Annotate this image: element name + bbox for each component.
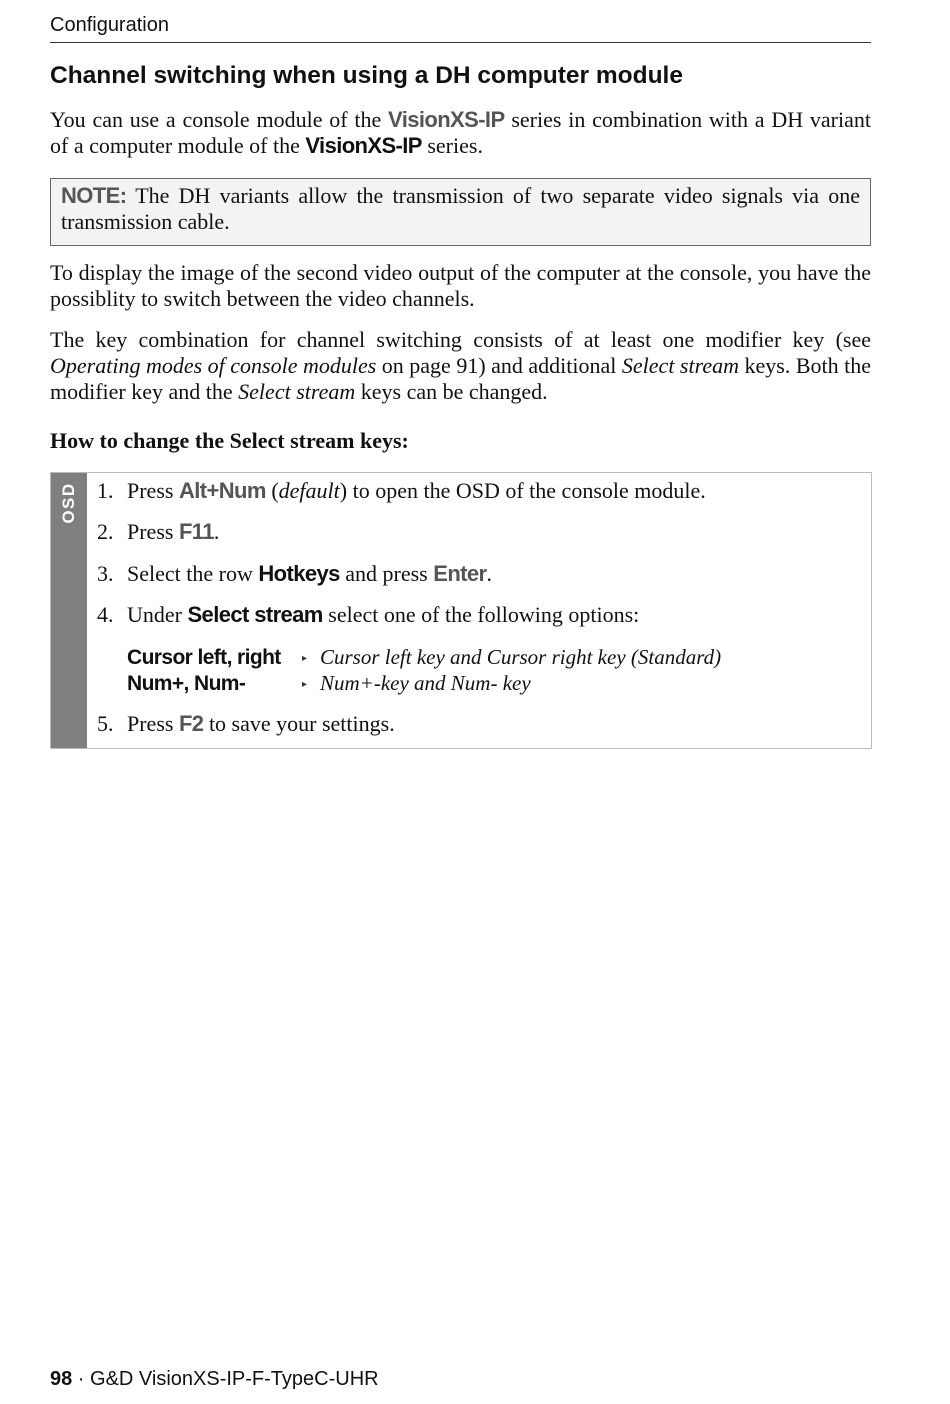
step-text: ( xyxy=(265,478,279,503)
triangle-bullet-icon: ▸ xyxy=(302,679,308,690)
product-name: VisionXS-IP xyxy=(305,133,422,158)
step-text: Press xyxy=(127,711,179,736)
intro-paragraph xyxy=(50,107,871,159)
key-name: Enter xyxy=(433,561,487,586)
option-description: Num+-key and Num- key xyxy=(320,671,531,695)
step-2 xyxy=(97,519,219,545)
product-name: VisionXS-IP xyxy=(388,107,505,132)
intro-text-3: series. xyxy=(421,133,483,158)
step-4 xyxy=(97,602,639,628)
display-paragraph: To display the image of the second video output of the computer at the console, you have the possiblity to switch between the video channels. xyxy=(50,260,871,311)
select-stream-term: Select stream xyxy=(238,379,356,404)
key-name: F2 xyxy=(178,711,204,736)
keycombo-text-4: keys can be changed. xyxy=(355,379,548,404)
option-row xyxy=(127,670,531,698)
osd-instructions-panel xyxy=(50,472,872,749)
keycombo-text-3: keys. Both the modifier key and the xyxy=(50,353,871,404)
step-3 xyxy=(97,561,492,587)
step-5 xyxy=(97,711,395,737)
select-stream-term: Select stream xyxy=(621,353,739,378)
step-number: 4. xyxy=(97,602,114,627)
keycombo-text-2: on page 91) and additional xyxy=(376,353,622,378)
step-1 xyxy=(97,478,706,504)
cross-reference: Operating modes of console modules xyxy=(50,353,377,378)
step-text: and press xyxy=(339,561,434,586)
option-row xyxy=(127,644,721,672)
menu-item-name: Select stream xyxy=(187,602,323,627)
key-combination-paragraph xyxy=(50,327,871,405)
howto-heading: How to change the Select stream keys: xyxy=(50,428,409,453)
step-text: Select the row xyxy=(127,561,259,586)
intro-text-1: You can use a console module of the xyxy=(50,107,389,132)
triangle-bullet-icon: ▸ xyxy=(302,653,308,664)
step-text: select one of the following options: xyxy=(322,602,640,627)
step-number: 2. xyxy=(97,519,114,544)
note-text: The DH variants allow the transmission of two separate video signals via one transmission cable. xyxy=(61,183,860,234)
footer-text: · G&D VisionXS-IP-F-TypeC-UHR xyxy=(72,1368,379,1390)
option-key: Cursor left, right xyxy=(127,646,281,669)
osd-tab-label: OSD xyxy=(59,482,78,524)
step-text: Press xyxy=(127,478,179,503)
step-number: 3. xyxy=(97,561,114,586)
step-text: Under xyxy=(127,602,188,627)
option-description: Cursor left key and Cursor right key (Standard) xyxy=(320,645,722,669)
step-text: Press xyxy=(127,519,179,544)
page-number: 98 xyxy=(50,1368,73,1390)
step-text: . xyxy=(213,519,220,544)
step-text: to save your settings. xyxy=(203,711,395,736)
step-number: 5. xyxy=(97,711,114,736)
note-label: NOTE: xyxy=(61,183,127,208)
running-header: Configuration xyxy=(50,14,871,43)
step-text: . xyxy=(486,561,492,586)
step-number: 1. xyxy=(97,478,114,503)
step-text: ) to open the OSD of the console module. xyxy=(339,478,706,503)
intro-text-2: series in combination with a DH variant of a computer module of the xyxy=(50,107,871,158)
page-footer xyxy=(50,1368,379,1391)
keycombo-text-1: The key combination for channel switching consists of at least one modifier key (see xyxy=(50,327,871,352)
option-key: Num+, Num- xyxy=(127,672,246,695)
default-label: default xyxy=(278,478,340,503)
note-box xyxy=(50,178,871,246)
section-title: Channel switching when using a DH computer module xyxy=(50,62,683,89)
key-name: F11 xyxy=(178,519,214,544)
menu-item-name: Hotkeys xyxy=(258,561,340,586)
key-name: Alt+Num xyxy=(178,478,266,503)
osd-side-tab xyxy=(51,473,87,748)
